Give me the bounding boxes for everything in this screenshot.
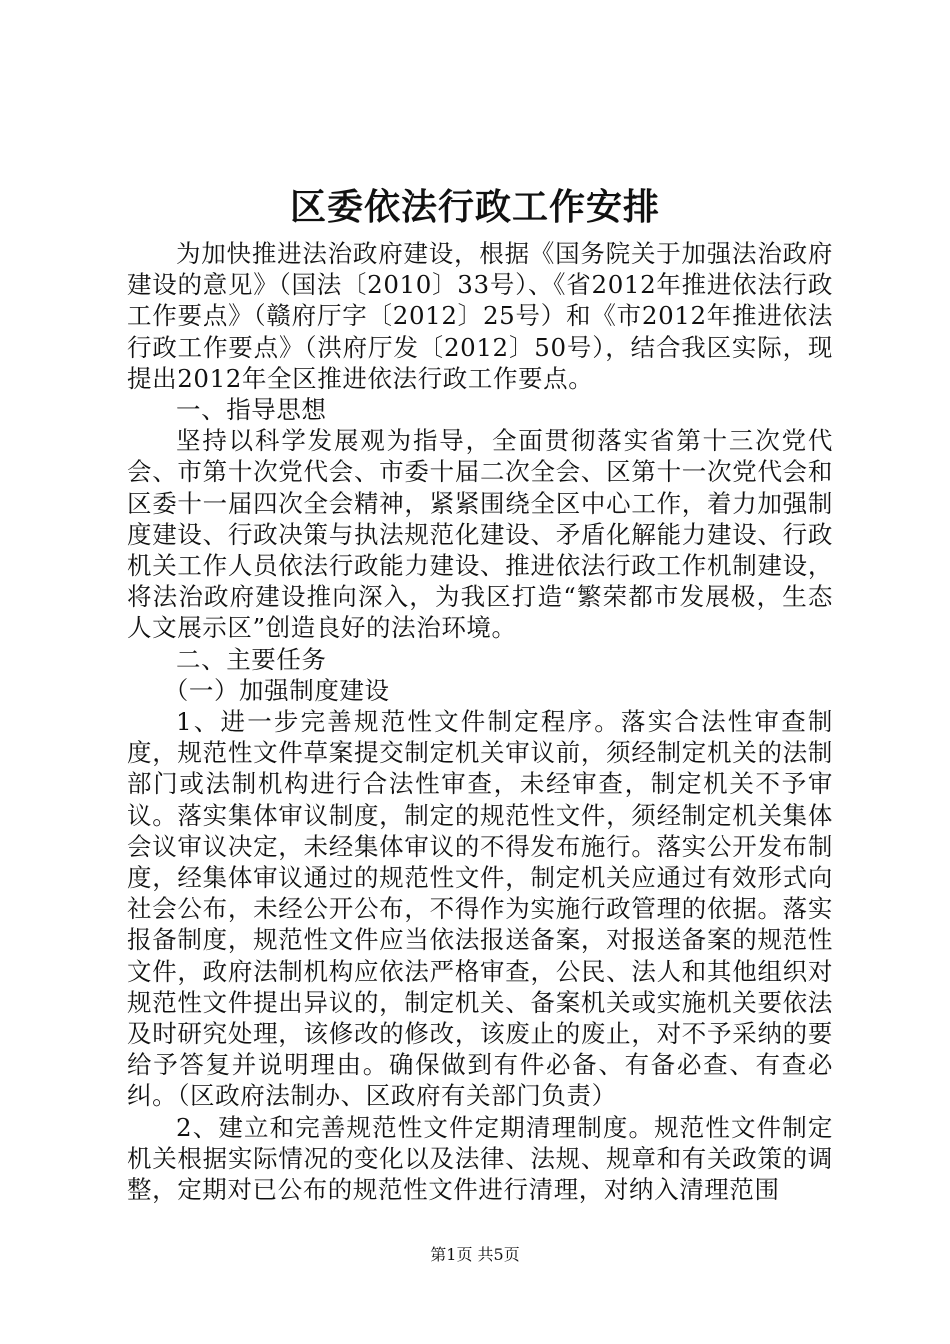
document-body	[127, 238, 833, 1205]
section-heading-main-tasks: 二、主要任务	[176, 644, 327, 674]
page-footer: 第1页 共5页	[430, 1245, 520, 1264]
task-item-2-paragraph: 2、建立和完善规范性文件定期清理制度。规范性文件制定机关根据实际情况的变化以及法律、法规、规章和有关政策的调整，定期对已公布的规范性文件进行清理，对纳入清理范围	[127, 1112, 833, 1205]
subsection-heading-system-building: （一）加强制度建设	[163, 675, 390, 705]
intro-paragraph: 为加快推进法治政府建设，根据《国务院关于加强法治政府建设的意见》（国法〔2010〕33号）、《省2012年推进依法行政工作要点》（赣府厅字〔2012〕25号）和《市2012年推进依法行政工作要点》（洪府厅发〔2012〕50号），结合我区实际，现提出2012年全区推进依法行政工作要点。	[127, 239, 833, 393]
document-title: 区委依法行政工作安排	[289, 186, 660, 228]
guiding-ideology-paragraph: 坚持以科学发展观为指导，全面贯彻落实省第十三次党代会、市第十次党代会、市委十届二次全会、区第十一次党代会和区委十一届四次全会精神，紧紧围绕全区中心工作，着力加强制度建设、行政决策与执法规范化建设、矛盾化解能力建设、行政机关工作人员依法行政能力建设、推进依法行政工作机制建设，将法治政府建设推向深入，为我区打造“繁荣都市发展极，生态人文展示区”创造良好的法治环境。	[127, 426, 833, 643]
section-heading-guiding-ideology: 一、指导思想	[176, 395, 327, 425]
task-item-1-paragraph: 1、进一步完善规范性文件制定程序。落实合法性审查制度，规范性文件草案提交制定机关审议前，须经制定机关的法制部门或法制机构进行合法性审查，未经审查，制定机关不予审议。落实集体审议制度，制定的规范性文件，须经制定机关集体会议审议决定，未经集体审议的不得发布施行。落实公开发布制度，经集体审议通过的规范性文件，制定机关应通过有效形式向社会公布，未经公开公布，不得作为实施行政管理的依据。落实报备制度，规范性文件应当依法报送备案，对报送备案的规范性文件，政府法制机构应依法严格审查，公民、法人和其他组织对规范性文件提出异议的，制定机关、备案机关或实施机关要依法及时研究处理，该修改的修改，该废止的废止，对不予采纳的要给予答复并说明理由。确保做到有件必备、有备必查、有查必纠。（区政府法制办、区政府有关部门负责）	[127, 707, 833, 1111]
